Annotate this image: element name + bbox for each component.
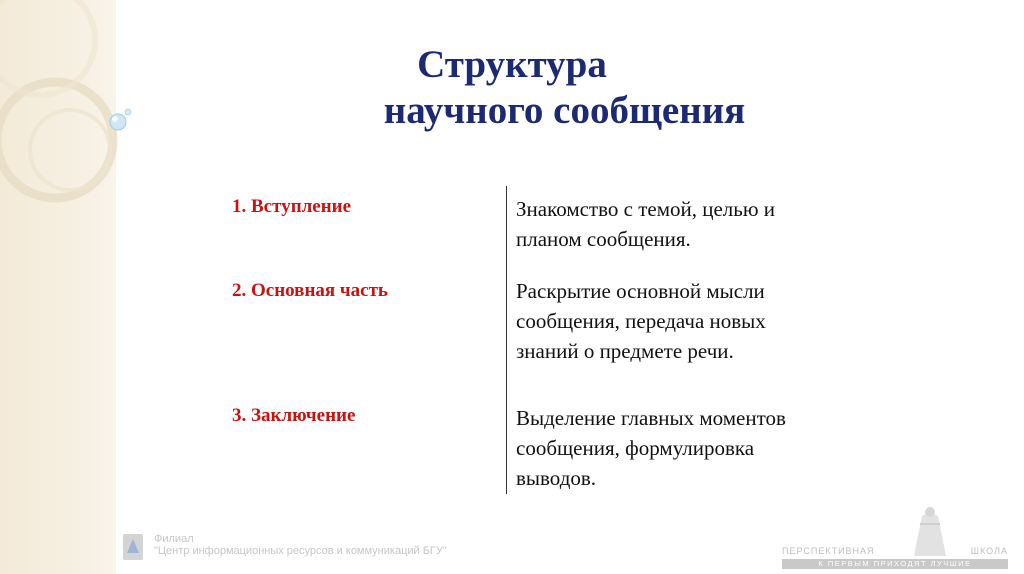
row-desc-intro [516,194,876,254]
column-divider [506,186,507,494]
desc-line: Раскрытие основной мысли [516,279,765,303]
desc-line: Выделение главных моментов [516,406,786,430]
title-line-1: Структура [417,43,607,86]
title-line-2: научного сообщения [383,89,746,132]
desc-line: Знакомство с темой, целью и [516,197,776,221]
school-emblem-icon [900,506,960,558]
row-label-conclusion: 3. Заключение [232,405,356,426]
org-name-line-2: "Центр информационных ресурсов и коммуникаций БГУ" [154,545,447,557]
row-label-intro: 1. Вступление [232,196,352,217]
desc-line: выводов. [516,466,597,490]
org-logo-icon [122,533,144,561]
row-desc-main [516,276,876,366]
desc-line: сообщения, формулировка [516,436,755,460]
org-name-line-1: Филиал [154,533,194,545]
school-name-word-2: ШКОЛА [970,546,1008,556]
slide-title [0,42,1024,134]
footer-school-logo [782,506,1014,570]
desc-line: сообщения, передача новых [516,309,766,333]
row-label-main: 2. Основная часть [232,280,388,301]
desc-line: планом сообщения. [516,227,691,251]
school-slogan: К ПЕРВЫМ ПРИХОДЯТ ЛУЧШИЕ [782,559,1008,569]
desc-line: знаний о предмете речи. [516,339,734,363]
row-desc-conclusion [516,403,876,493]
school-name-word-1: ПЕРСПЕКТИВНАЯ [782,546,875,556]
